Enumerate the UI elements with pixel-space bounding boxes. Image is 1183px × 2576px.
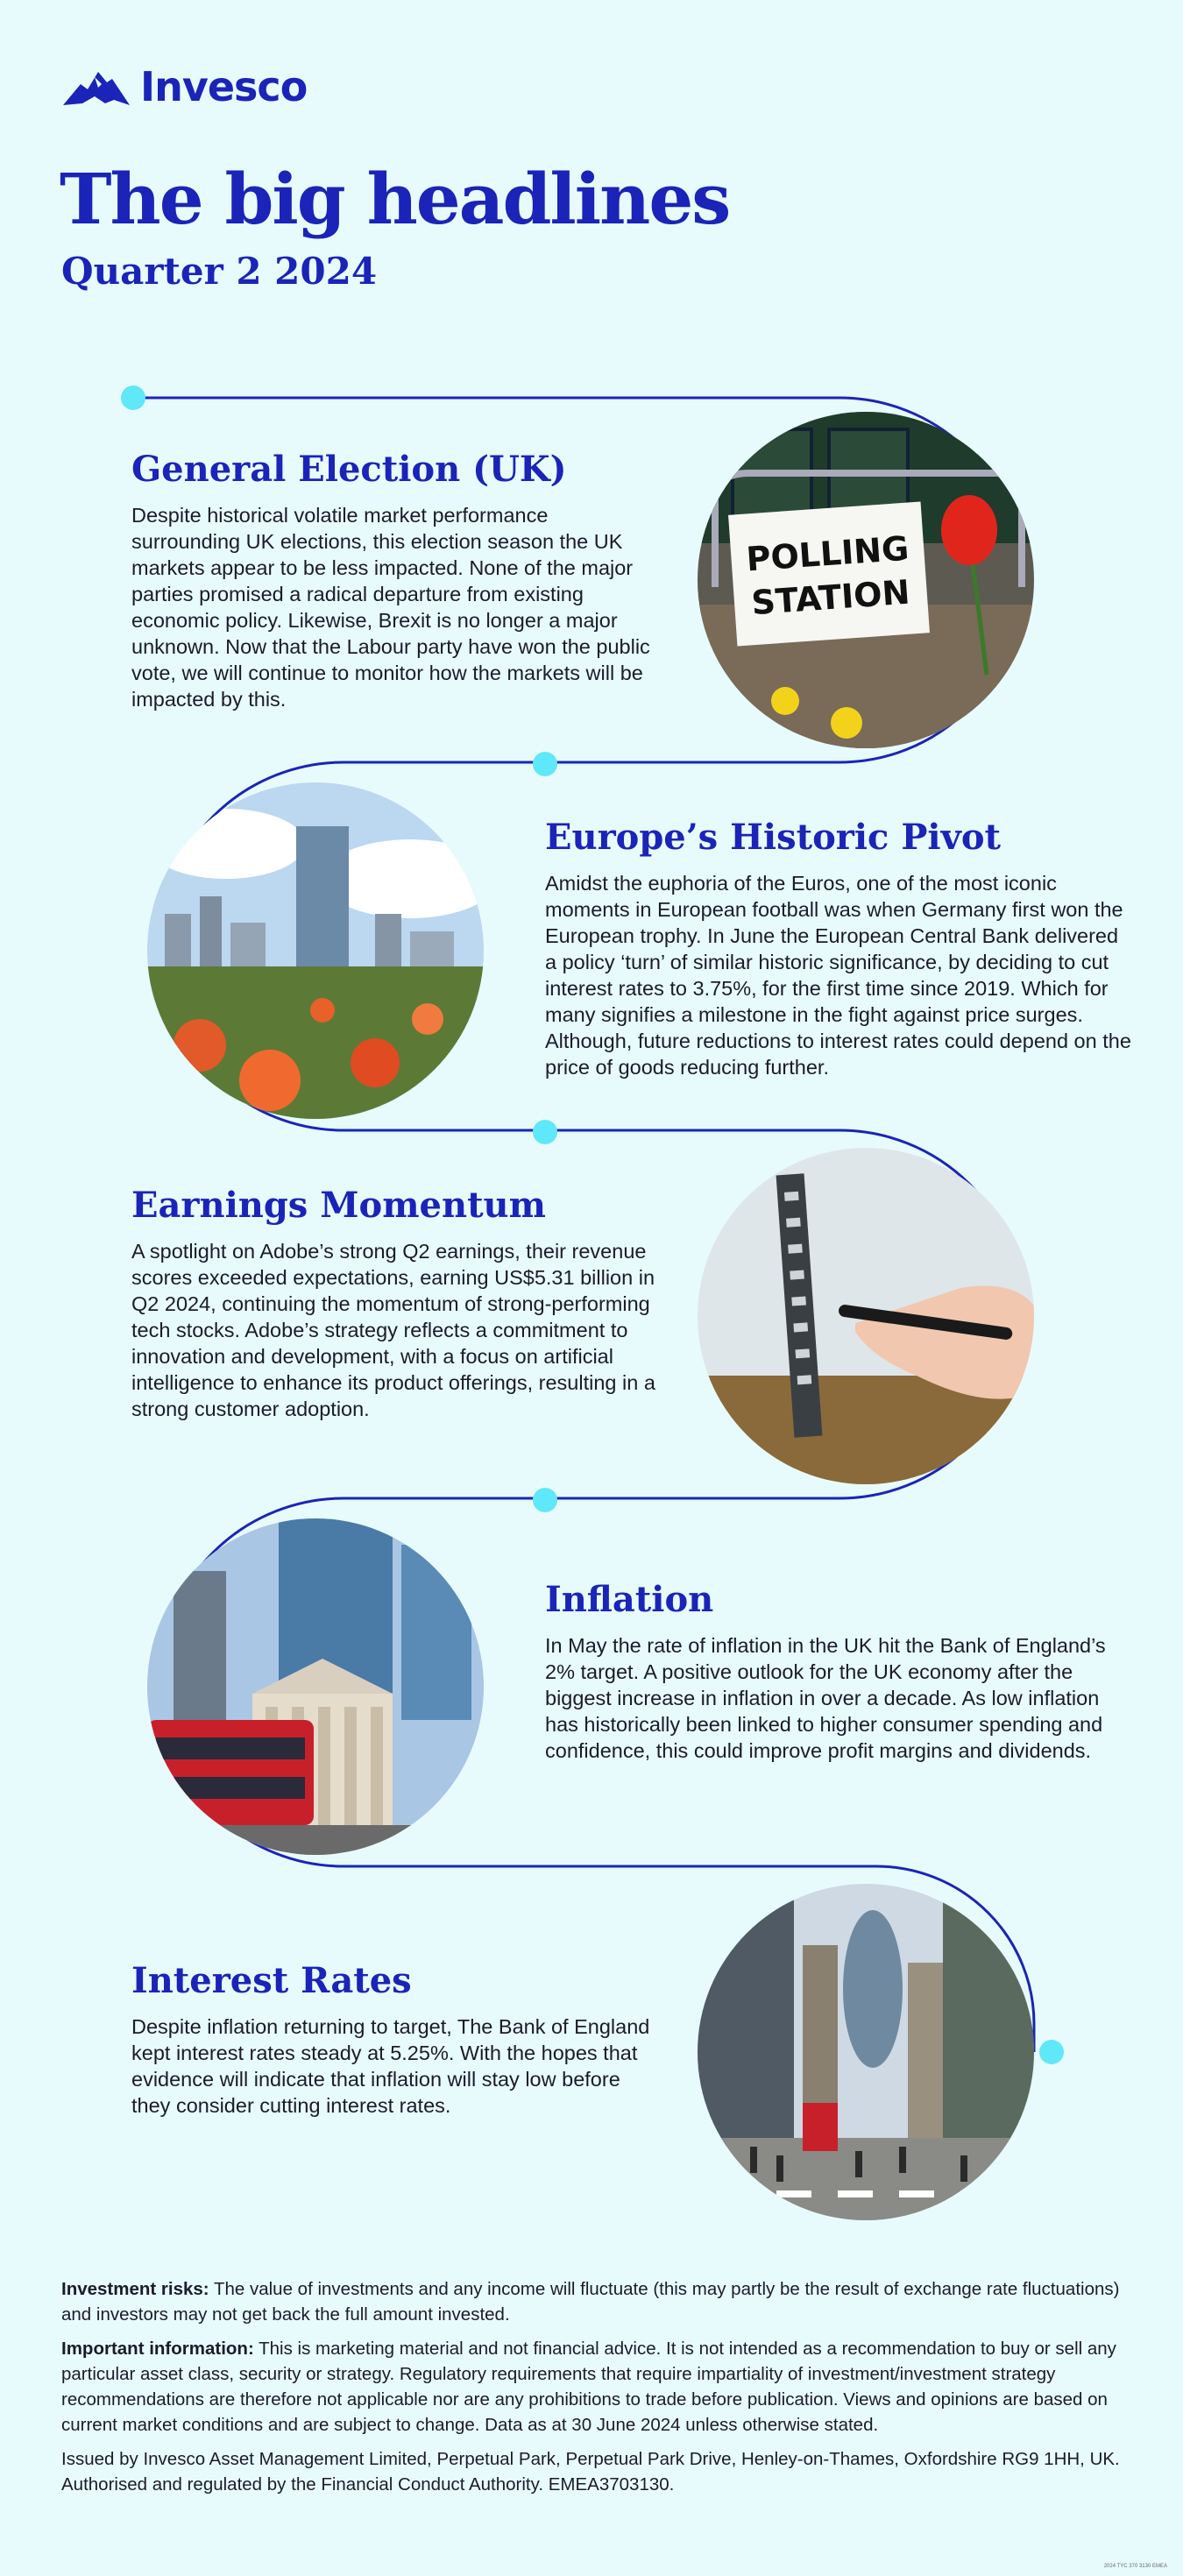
polling-station-photo	[698, 412, 1034, 748]
section-earnings-momentum	[131, 1185, 657, 1422]
section-body: Amidst the euphoria of the Euros, one of the most iconic moments in European football was when Germany first won the European trophy. In June the European Central Bank delivered a policy ‘turn’ of similar historic significance, by deciding to cut interest rates to 3.75%, for the first time since 2019. Which for many signifies a milestone in the fight against price surges. Although, future reductions to interest rates could depend on the price of goods reducing further.	[545, 872, 1131, 1079]
section-body: A spotlight on Adobe’s strong Q2 earnings, their revenue scores exceeded expectations, earning US$5.31 billion in Q2 2024, continuing the momentum of strong-performing tech stocks. Adobe’s strategy reflects a commitment to innovation and development, with a focus on artificial intelligence to enhance its product offerings, resulting in a strong customer adoption.	[131, 1240, 655, 1420]
footer-disclaimer	[61, 2276, 1130, 2506]
timeline-dot	[533, 1120, 557, 1144]
section-title: Inflation	[545, 1579, 714, 1620]
timeline-dot	[533, 752, 557, 776]
sign-line-2: STATION	[750, 572, 911, 623]
document-reference: 2024 TYC 370 3130 EMEA	[1103, 2564, 1167, 2569]
design-tablet-photo	[698, 1148, 1034, 1484]
section-europe-pivot	[545, 817, 1132, 1080]
section-body: Despite historical volatile market performance surrounding UK elections, this election season the UK markets appear to be less impacted. None of the major parties promised a radical departure from existing economic policy. Likewise, Brexit is no longer a major unknown. Now that the Labour party have won the public vote, we will continue to monitor how the markets will be impacted by this.	[131, 504, 650, 711]
sign-line-1: POLLING	[745, 528, 910, 579]
section-body: In May the rate of inflation in the UK hit the Bank of England’s 2% target. A positive outlook for the UK economy after the biggest increase in inflation in over a decade. As low inflation has historically been linked to higher consumer spending and confidence, this could improve profit margins and dividends.	[545, 1634, 1106, 1762]
timeline-dot	[121, 386, 145, 410]
important-information: Important information: This is marketing material and not financial advice. It is not intended as a recommendation to buy or sell any particular asset class, security or strategy. Regulatory requirements that require impartiality of investment/investment strategy recommendations are therefore not applicable nor are any prohibitions to trade before publication. Views and opinions are based on current market conditions and are subject to change. Data as at 30 June 2024 unless otherwise stated.	[61, 2339, 1116, 2435]
brand-name: Invesco	[140, 63, 308, 110]
timeline-dot	[1039, 2040, 1064, 2064]
section-general-election	[131, 449, 657, 712]
section-interest-rates	[131, 1960, 657, 2119]
section-title: Europe’s Historic Pivot	[545, 817, 1001, 858]
section-title: Earnings Momentum	[131, 1185, 546, 1226]
section-title: General Election (UK)	[131, 449, 567, 490]
frankfurt-skyline-photo	[147, 782, 484, 1119]
city-street-photo	[698, 1884, 1034, 2220]
page-title: The big headlines	[60, 158, 730, 240]
section-title: Interest Rates	[131, 1960, 412, 2001]
section-body: Despite inflation returning to target, The Bank of England kept interest rates steady at 5.25%. With the hopes that evidence will indicate that inflation will stay low before they consider cutting interest rates.	[131, 2015, 650, 2117]
issued-by: Issued by Invesco Asset Management Limited, Perpetual Park, Perpetual Park Drive, Henley-on-Thames, Oxfordshire RG9 1HH, UK. Authorised and regulated by the Financial Conduct Authority. EMEA3703130.	[61, 2449, 1120, 2495]
london-bank-photo	[147, 1518, 484, 1855]
section-inflation	[545, 1579, 1106, 1764]
page-subtitle: Quarter 2 2024	[61, 250, 378, 293]
investment-risks: Investment risks: The value of investments and any income will fluctuate (this may partly be the result of exchange rate fluctuations) and investors may not get back the full amount invested.	[61, 2279, 1120, 2325]
timeline-dot	[533, 1488, 557, 1512]
